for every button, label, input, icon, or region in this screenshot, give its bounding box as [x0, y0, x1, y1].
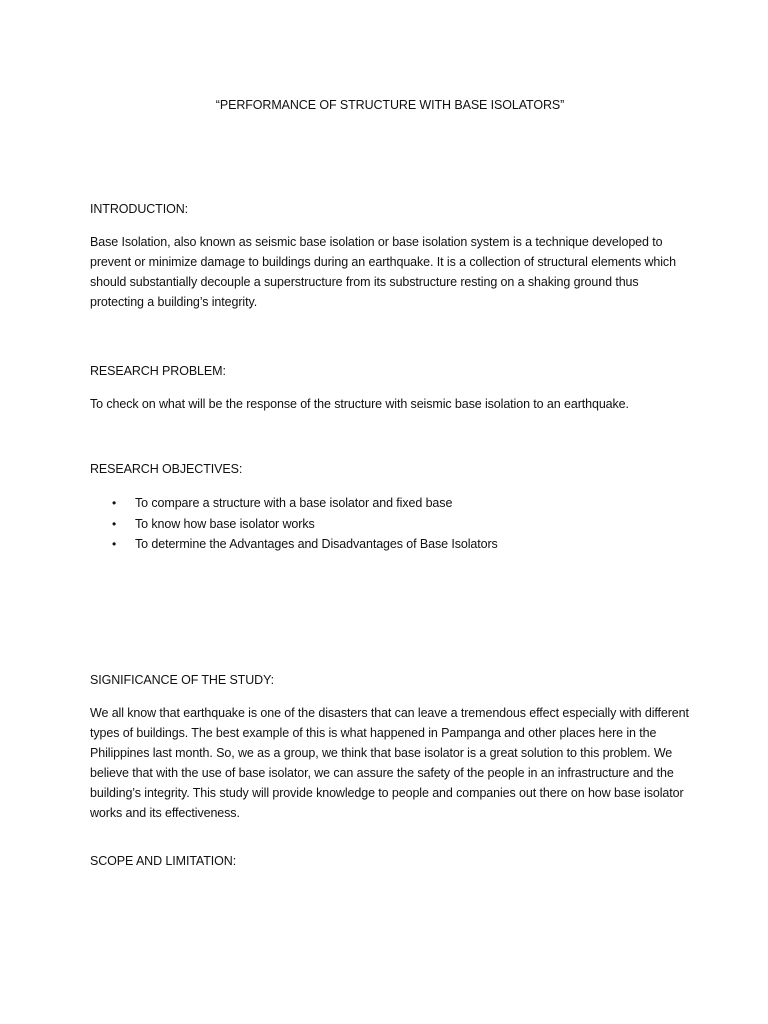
- list-item: [90, 534, 690, 555]
- bullet-icon: •: [112, 516, 117, 531]
- document-body: [90, 96, 690, 870]
- list-item-text: To determine the Advantages and Disadvantages of Base Isolators: [135, 537, 498, 551]
- significance-heading: SIGNIFICANCE OF THE STUDY:: [90, 672, 274, 687]
- introduction-heading: INTRODUCTION:: [90, 202, 188, 216]
- list-item-text: To compare a structure with a base isolator and fixed base: [135, 496, 453, 510]
- research-objectives-heading: RESEARCH OBJECTIVES:: [90, 462, 243, 476]
- research-problem-paragraph: To check on what will be the response of the structure with seismic base isolation to an earthquake.: [90, 397, 629, 411]
- document-title: “PERFORMANCE OF STRUCTURE WITH BASE ISOLATORS”: [215, 98, 565, 112]
- list-item: [90, 514, 690, 535]
- bullet-icon: •: [112, 537, 117, 551]
- list-item: [90, 493, 690, 514]
- significance-paragraph: We all know that earthquake is one of the disasters that can leave a tremendous effect especially with different types of buildings. The best example of this is what happened in Pampanga and other places here in the Philippines last month. So, we as a group, we think that base isolator is a great solution to this problem. We believe that with the use of base isolator, we can assure the safety of the people in an infrastructure and the building’s integrity. This study will provide knowledge to people and companies out there on how base isolator works and its effectiveness.: [90, 705, 689, 820]
- scope-heading: SCOPE AND LIMITATION:: [90, 853, 237, 868]
- list-item-text: To know how base isolator works: [135, 516, 315, 531]
- bullet-icon: •: [112, 496, 117, 510]
- research-objectives-list: [90, 493, 690, 555]
- introduction-paragraph: Base Isolation, also known as seismic base isolation or base isolation system is a technique developed to prevent or minimize damage to buildings during an earthquake. It is a collection of structural elements which should substantially decouple a superstructure from its substructure resting on a shaking ground thus protecting a building’s integrity.: [90, 235, 676, 309]
- research-problem-heading: RESEARCH PROBLEM:: [90, 364, 226, 378]
